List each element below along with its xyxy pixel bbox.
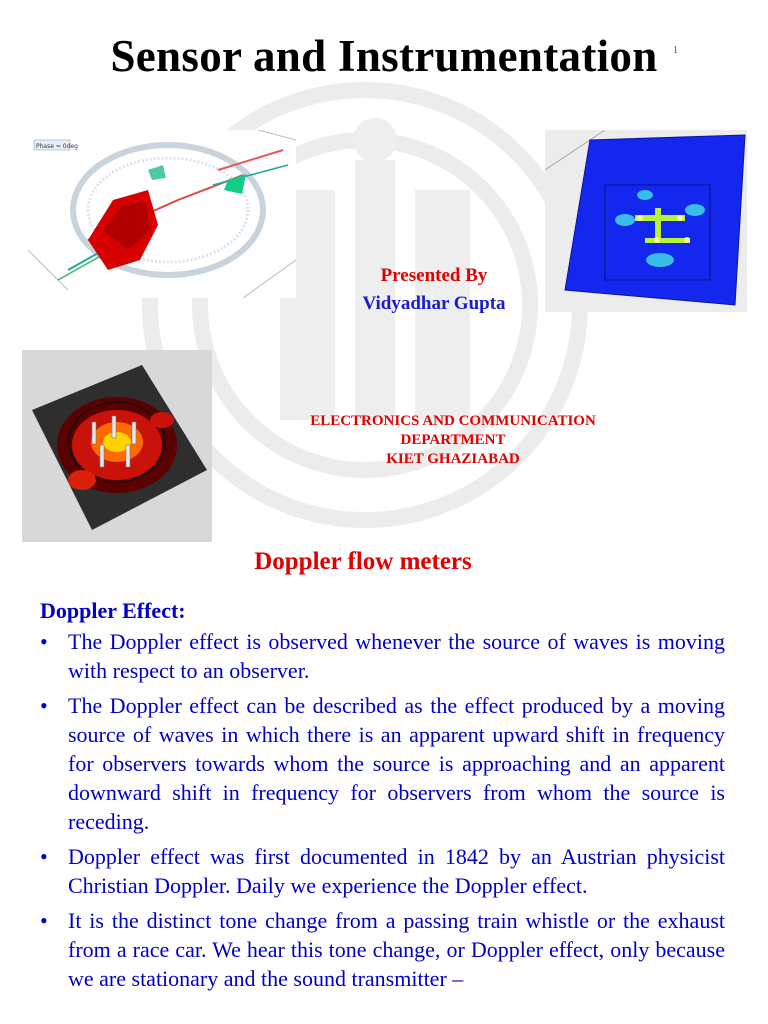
presenter-name: Vidyadhar Gupta (362, 293, 506, 314)
presenter-block (300, 262, 568, 318)
department-line: DEPARTMENT (400, 432, 506, 448)
bullet-item: • The Doppler effect can be described as the effect produced by a moving source of waves in which there is an apparent upward shift in frequency for observers towards whom the source is approaching and an apparent downward shift in frequency for observers from whom the source is receding. (40, 691, 725, 836)
bullet-item: • The Doppler effect is observed whenever the source of waves is moving with respect to an observer. (40, 627, 725, 685)
simulation-figure-heat-plate (22, 350, 212, 542)
presented-by-label: Presented By (380, 265, 488, 286)
body-text (40, 596, 725, 999)
simulation-figure-blue-field (545, 130, 747, 312)
bullet-item: • Doppler effect was first documented in 1842 by an Austrian physicist Christian Doppler. Daily we experience the Doppler effect. (40, 842, 725, 900)
section-heading: Doppler flow meters (254, 548, 472, 575)
department-line: ELECTRONICS AND COMMUNICATION (310, 413, 596, 429)
simulation-figure-wireframe (28, 130, 296, 298)
subheading: Doppler Effect: (40, 598, 186, 623)
bullet-item: • It is the distinct tone change from a passing train whistle or the exhaust from a race car. We hear this tone change, or Doppler effect, only because we are stationary and the sound transmitter – (40, 906, 725, 993)
bullet-list (40, 627, 725, 993)
department-block (270, 412, 636, 469)
figure-a-label: Phase = 0deg (36, 143, 78, 150)
department-line: KIET GHAZIABAD (386, 451, 520, 467)
title-mark: 1 (673, 45, 678, 56)
slide-title: Sensor and Instrumentation (110, 31, 658, 81)
